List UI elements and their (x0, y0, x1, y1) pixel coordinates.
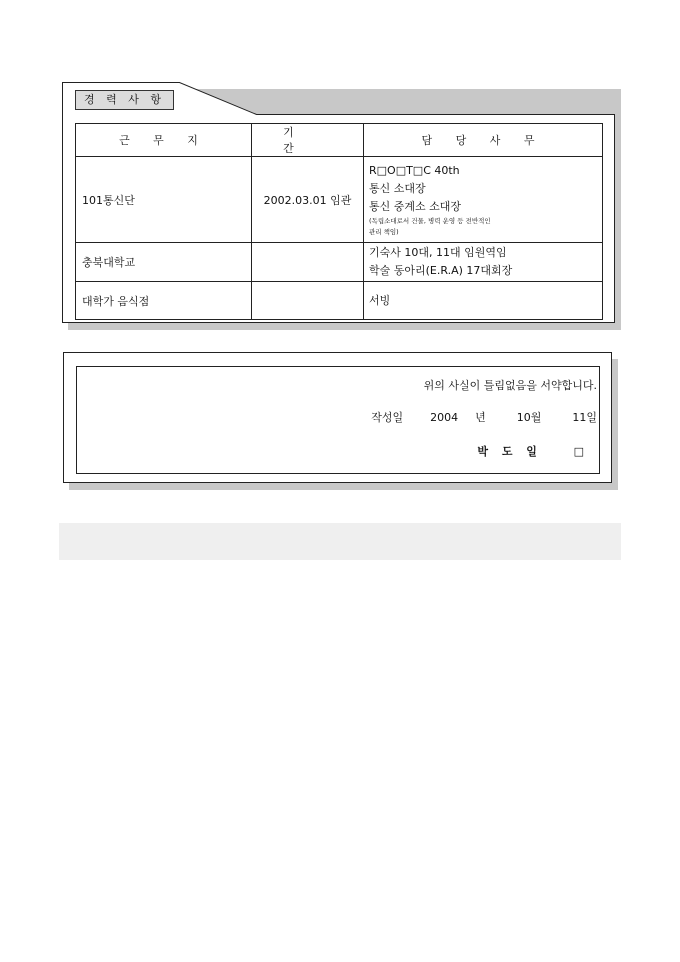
header-duties: 담 당 사 무 (364, 124, 603, 157)
section-title-career: 경 력 사 항 (75, 90, 174, 110)
duties-cell (364, 243, 603, 282)
workplace-cell: 충북대학교 (76, 243, 252, 282)
signer-name: 박 도 일 (477, 445, 542, 458)
table-row (76, 282, 603, 320)
date-year-unit: 년 (475, 411, 486, 424)
period-cell: 2002.03.01 임관 (252, 157, 364, 243)
duty-line: 통신 중계소 소대장 (369, 199, 462, 213)
footer-band (59, 523, 621, 560)
pledge-box (76, 366, 600, 474)
period-cell (252, 282, 364, 320)
seal-mark: □ (573, 445, 589, 458)
date-month: 10월 (516, 411, 542, 424)
table-header-row (76, 124, 603, 157)
header-period: 기 간 (252, 124, 364, 157)
career-panel (62, 82, 615, 323)
signature-line (477, 443, 589, 459)
workplace-cell: 101통신단 (76, 157, 252, 243)
header-workplace: 근 무 지 (76, 124, 252, 157)
table-row (76, 243, 603, 282)
duty-line: 기숙사 10대, 11대 임원역임 (369, 246, 507, 259)
pledge-date (371, 409, 597, 425)
duty-line: 학술 동아리(E.R.A) 17대회장 (369, 264, 513, 277)
date-year: 2004 (430, 411, 459, 424)
pledge-panel (63, 352, 612, 483)
duty-line: 서빙 (369, 293, 391, 307)
duty-line: 통신 소대장 (369, 181, 426, 195)
duty-note: (독립소대로서 건물, 병력 운영 등 전반적인 (369, 216, 491, 225)
table-row (76, 157, 603, 243)
duties-cell (364, 157, 603, 243)
workplace-cell: 대학가 음식점 (76, 282, 252, 320)
duties-cell (364, 282, 603, 320)
duty-line: R□O□T□C 40th (369, 163, 460, 177)
date-day: 11일 (572, 411, 597, 424)
date-label: 작성일 (371, 411, 404, 424)
pledge-statement: 위의 사실이 틀림없음을 서약합니다. (423, 379, 597, 392)
career-table (75, 123, 603, 320)
duty-note: 관리 책임) (369, 227, 399, 236)
period-cell (252, 243, 364, 282)
